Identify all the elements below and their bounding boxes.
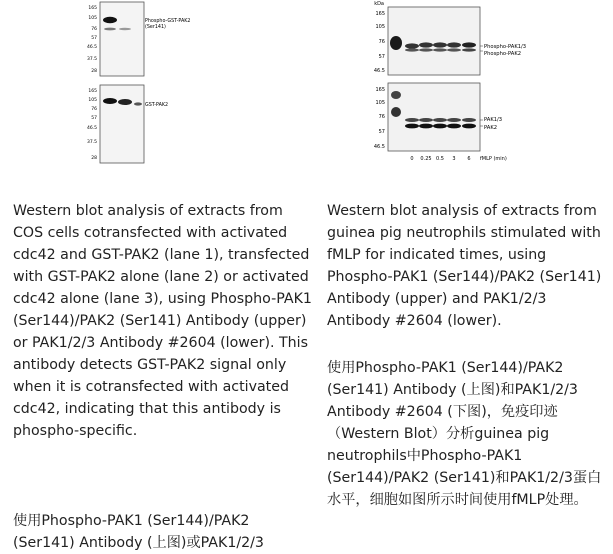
- right-top-band-lane2-low: [433, 48, 447, 51]
- right-bottom-band-lane1-low: [419, 124, 433, 129]
- right-top-band-lane0: [405, 43, 419, 48]
- right-lane-label: 3: [452, 156, 456, 162]
- right-top-marker: 46.5: [373, 68, 385, 74]
- right-top-label-upper: Phospho-PAK1/3: [484, 44, 527, 50]
- left-top-marker: 57: [91, 36, 97, 41]
- left-bottom-panel: [87, 85, 168, 163]
- right-top-label-lower: Phospho-PAK2: [484, 51, 522, 57]
- left-top-label-line2: (Ser141): [145, 25, 166, 30]
- right-lane-label: 0: [410, 156, 414, 162]
- right-bottom-band-lane2-low: [433, 124, 447, 129]
- left-bottom-band-lane1: [103, 98, 117, 104]
- left-top-marker: 105: [88, 16, 97, 21]
- right-bottom-marker: 46.5: [373, 144, 385, 150]
- left-top-panel: [87, 2, 190, 76]
- right-top-marker-band: [390, 36, 402, 50]
- right-bottom-marker: 105: [375, 100, 385, 106]
- left-bottom-band-lane3: [134, 102, 142, 105]
- left-bottom-blot: [100, 85, 144, 163]
- right-western-blot-figure: [370, 0, 540, 165]
- left-top-label-line1: Phospho-GST-PAK2: [145, 19, 191, 24]
- right-caption-english: Western blot analysis of extracts from guinea pig neutrophils stimulated with fMLP for indicated times, using Phospho-PAK1 (Ser144)/PAK2 (Ser141) Antibody (upper) and PAK1/2/3 Antibody #2604 (lower).: [327, 203, 602, 329]
- left-bottom-marker: 105: [88, 98, 97, 103]
- right-top-band-lane2: [433, 42, 447, 47]
- right-top-panel: [374, 7, 526, 75]
- right-bottom-band-lane0-low: [405, 124, 419, 129]
- right-top-marker: 165: [375, 11, 385, 17]
- right-top-band-lane3-low: [447, 48, 461, 51]
- left-bottom-marker: 46.5: [86, 126, 97, 131]
- left-western-blot-figure: [85, 0, 205, 165]
- right-top-blot: [388, 7, 480, 75]
- right-bottom-marker: 165: [375, 87, 385, 93]
- right-bottom-band-lane4-low: [462, 124, 476, 129]
- left-bottom-marker: 28: [91, 156, 97, 161]
- right-lane-label: 6: [467, 156, 471, 162]
- left-top-band-lane1: [103, 17, 117, 23]
- right-bottom-blot: [388, 83, 480, 151]
- left-caption-english: Western blot analysis of extracts from COS cells cotransfected with activated cdc42 and GST-PAK2 (lane 1), transfected with GST-PAK2 alone (lane 2) or activated cdc42 alone (lane 3), using Phospho-PAK1 (Ser144)/PAK2 (Ser141) Antibody (upper) or PAK1/2/3 Antibody #2604 (lower). This antibody detects GST-PAK2 signal only when it is cotransfected with activated cdc42, indicating that this antibody is phospho-specific.: [13, 203, 312, 439]
- right-top-marker: 57: [378, 54, 385, 60]
- left-top-marker: 28: [91, 69, 97, 74]
- left-top-marker: 37.5: [86, 57, 97, 62]
- right-bottom-band-lane3: [447, 118, 461, 122]
- right-bottom-marker-band: [391, 91, 401, 99]
- right-top-band-lane0-low: [405, 48, 419, 51]
- right-lane-label: 0.25: [420, 156, 432, 162]
- right-top-marker: 76: [378, 39, 385, 45]
- left-top-marker: 165: [88, 6, 97, 11]
- left-bottom-marker: 37.5: [86, 140, 97, 145]
- right-bottom-label-lower: PAK2: [484, 125, 498, 131]
- left-bottom-marker: 76: [91, 107, 97, 112]
- right-bottom-marker-band-low: [391, 107, 401, 117]
- right-kda-label: kDa: [374, 1, 384, 7]
- right-caption-chinese: 使用Phospho-PAK1 (Ser144)/PAK2 (Ser141) Antibody (上图)和PAK1/2/3 Antibody #2604 (下图)，免疫印迹（Western Blot）分析guinea pig neutrophils中Phospho-PAK1 (Ser144)/PAK2 (Ser141)和PAK1/2/3蛋白水平，细胞如图所示时间使用fMLP处理。: [327, 360, 602, 508]
- right-top-band-lane1-low: [419, 48, 433, 51]
- right-bottom-band-lane3-low: [447, 124, 461, 129]
- left-top-blot: [100, 2, 144, 76]
- left-bottom-band-lane2: [118, 99, 132, 105]
- right-top-marker: 105: [375, 24, 385, 30]
- right-top-band-lane4-low: [462, 48, 476, 51]
- right-top-band-lane4: [462, 42, 476, 47]
- right-bottom-marker: 57: [378, 129, 385, 135]
- left-caption-chinese: 使用Phospho-PAK1 (Ser144)/PAK2 (Ser141) Antibody (上图)或PAK1/2/3: [13, 513, 264, 551]
- right-bottom-marker: 76: [378, 114, 385, 120]
- left-bottom-label: GST-PAK2: [145, 103, 169, 108]
- right-bottom-label-upper: PAK1/3: [484, 117, 503, 123]
- right-bottom-band-lane1: [419, 118, 433, 122]
- left-top-band-lane1-faint: [104, 28, 116, 31]
- right-lane-label: 0.5: [436, 156, 444, 162]
- right-bottom-panel: [374, 83, 502, 151]
- right-bottom-band-lane0: [405, 118, 419, 122]
- left-top-marker: 46.5: [86, 45, 97, 50]
- right-treatment-label: fMLP (min): [480, 156, 507, 162]
- left-top-marker: 76: [91, 27, 97, 32]
- right-bottom-band-lane2: [433, 118, 447, 122]
- left-bottom-marker: 57: [91, 116, 97, 121]
- right-top-band-lane3: [447, 42, 461, 47]
- left-top-band-lane2-faint: [119, 28, 131, 30]
- right-bottom-band-lane4: [462, 118, 476, 122]
- right-top-band-lane1: [419, 42, 433, 47]
- left-bottom-marker: 165: [88, 89, 97, 94]
